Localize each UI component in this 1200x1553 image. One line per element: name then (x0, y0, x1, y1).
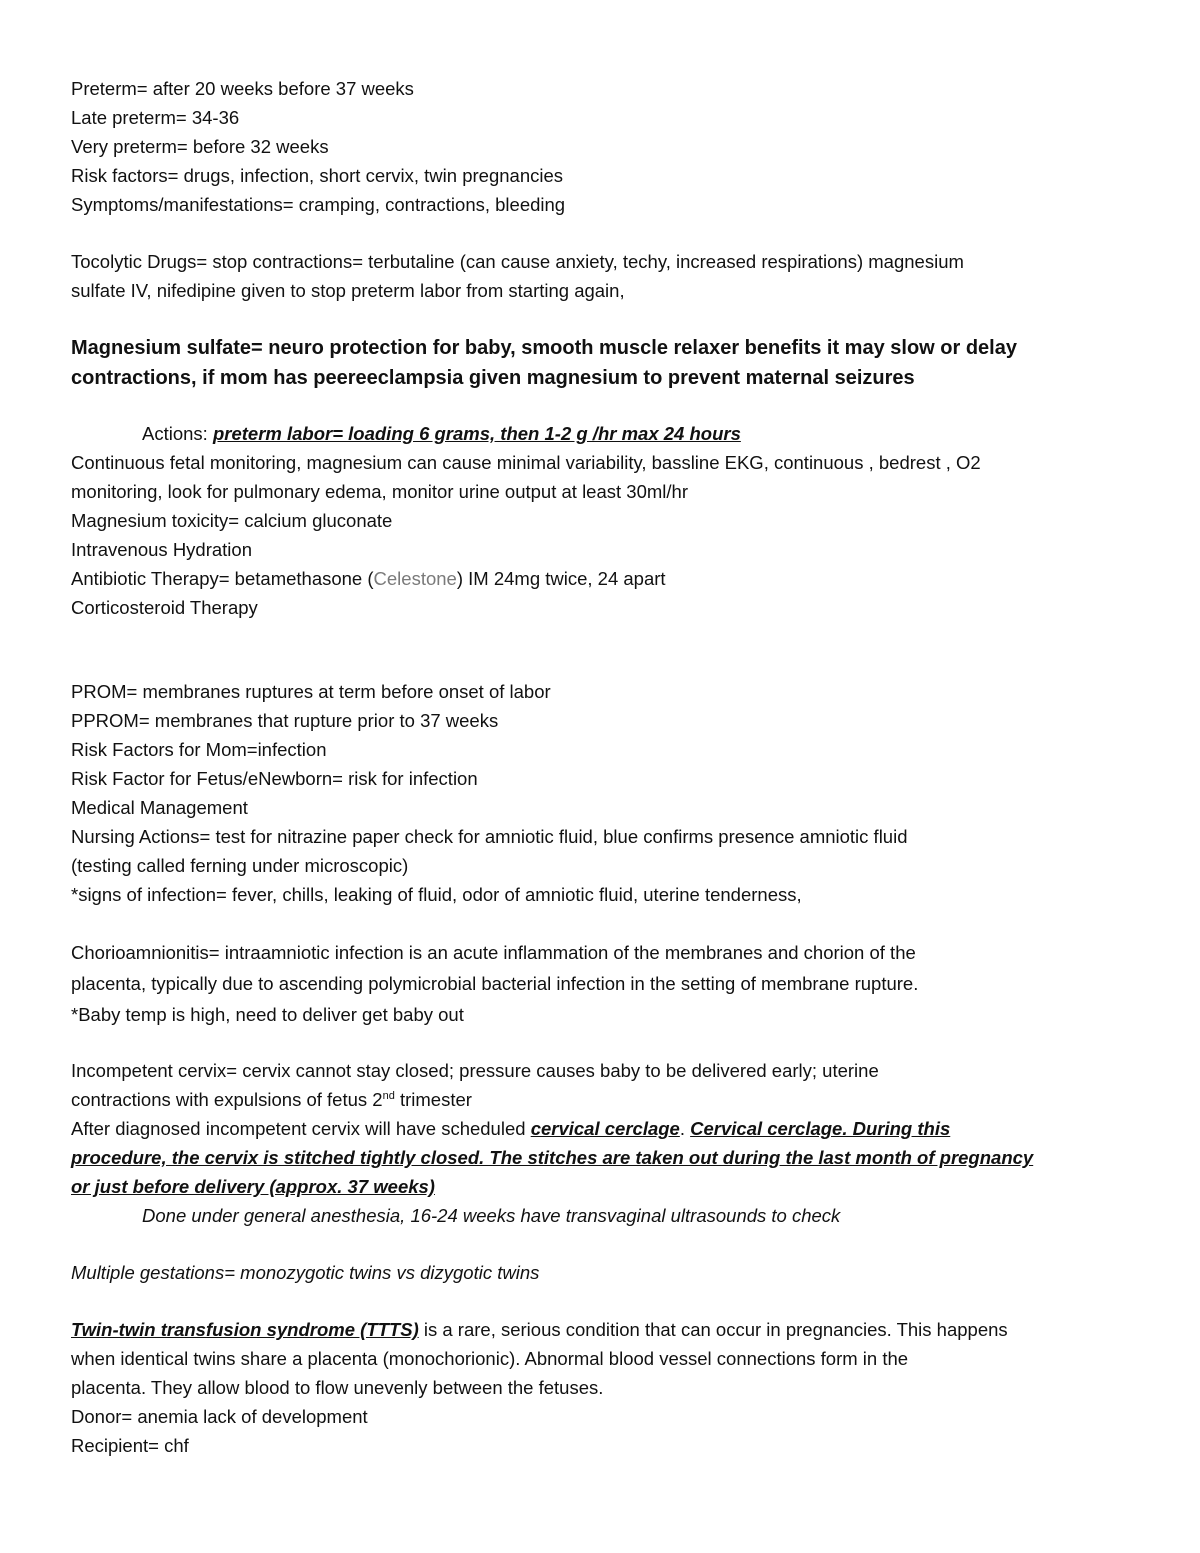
bold-line: Magnesium sulfate= neuro protection for baby, smooth muscle relaxer benefits it may slow or delay (71, 337, 1017, 359)
text-line: Intravenous Hydration (71, 539, 252, 560)
text-line: Nursing Actions= test for nitrazine paper check for amniotic fluid, blue confirms presence amniotic fluid (71, 826, 908, 847)
actions-label: Actions: (142, 423, 213, 444)
text-segment: is a rare, serious condition that can occur in pregnancies. This happens (418, 1319, 1008, 1340)
magnesium-section (71, 333, 1140, 393)
text-line: Risk Factor for Fetus/eNewborn= risk for infection (71, 768, 478, 789)
text-segment: Antibiotic Therapy= betamethasone ( (71, 568, 374, 589)
text-line: Chorioamnionitis= intraamniotic infection is an acute inflammation of the membranes and chorion of the (71, 942, 916, 963)
text-line: Corticosteroid Therapy (71, 597, 258, 618)
actions-line (71, 419, 1140, 448)
ttts-emphasis: Twin-twin transfusion syndrome (TTTS) (71, 1319, 419, 1340)
text-line: sulfate IV, nifedipine given to stop preterm labor from starting again, (71, 280, 625, 301)
cerclage-emphasis: cervical cerclage (530, 1118, 680, 1139)
preterm-section (71, 74, 1140, 219)
emphasis-line: or just before delivery (approx. 37 weeks) (71, 1176, 435, 1197)
ttts-section (71, 1315, 1140, 1460)
text-line: *Baby temp is high, need to deliver get baby out (71, 1004, 464, 1025)
text-line: Incompetent cervix= cervix cannot stay closed; pressure causes baby to be delivered early; uterine (71, 1060, 879, 1081)
emphasis-line: procedure, the cervix is stitched tightly closed. The stitches are taken out during the last month of pregnancy (71, 1147, 1034, 1168)
superscript: nd (382, 1089, 395, 1102)
ttts-line (71, 1315, 1140, 1344)
italic-line: Done under general anesthesia, 16-24 weeks have transvaginal ultrasounds to check (142, 1205, 841, 1226)
text-line: Donor= anemia lack of development (71, 1406, 368, 1427)
celestone-text: Celestone (373, 568, 457, 589)
text-line: monitoring, look for pulmonary edema, monitor urine output at least 30ml/hr (71, 481, 688, 502)
monitoring-section (71, 448, 1140, 622)
text-line: placenta. They allow blood to flow unevenly between the fetuses. (71, 1377, 604, 1398)
text-line: Late preterm= 34-36 (71, 107, 240, 128)
text-line: Recipient= chf (71, 1435, 189, 1456)
prom-section (71, 677, 1140, 909)
text-segment: ) IM 24mg twice, 24 apart (456, 568, 666, 589)
text-line: when identical twins share a placenta (monochorionic). Abnormal blood vessel connections form in the (71, 1348, 909, 1369)
trimester-line (71, 1085, 1140, 1114)
multiple-gestations: Multiple gestations= monozygotic twins vs dizygotic twins (71, 1262, 540, 1283)
text-line: Preterm= after 20 weeks before 37 weeks (71, 78, 414, 99)
text-segment: contractions with expulsions of fetus 2 (71, 1089, 383, 1110)
cervix-section (71, 1056, 1140, 1230)
text-line: Magnesium toxicity= calcium gluconate (71, 510, 393, 531)
text-line: Risk factors= drugs, infection, short cervix, twin pregnancies (71, 165, 564, 186)
text-line: placenta, typically due to ascending polymicrobial bacterial infection in the setting of membrane rupture. (71, 973, 919, 994)
tocolytic-section (71, 247, 1140, 305)
text-line: *signs of infection= fever, chills, leaking of fluid, odor of amniotic fluid, uterine tenderness, (71, 884, 802, 905)
text-line: Very preterm= before 32 weeks (71, 136, 329, 157)
text-segment: After diagnosed incompetent cervix will have scheduled (71, 1118, 531, 1139)
text-line: (testing called ferning under microscopic) (71, 855, 409, 876)
text-line: Continuous fetal monitoring, magnesium can cause minimal variability, bassline EKG, continuous , bedrest , O2 (71, 452, 981, 473)
cerclage-line (71, 1114, 1140, 1143)
text-line: Tocolytic Drugs= stop contractions= terbutaline (can cause anxiety, techy, increased respirations) magnesium (71, 251, 964, 272)
text-segment: trimester (394, 1089, 472, 1110)
text-line: PPROM= membranes that rupture prior to 37 weeks (71, 710, 499, 731)
text-segment: . (679, 1118, 691, 1139)
antibiotic-line (71, 564, 1140, 593)
chorio-section (71, 937, 1140, 1030)
bold-line: contractions, if mom has peereeclampsia given magnesium to prevent maternal seizures (71, 367, 915, 389)
cerclage-emphasis: Cervical cerclage. During this (690, 1118, 951, 1139)
text-line: Medical Management (71, 797, 248, 818)
text-line: PROM= membranes ruptures at term before onset of labor (71, 681, 551, 702)
text-line: Symptoms/manifestations= cramping, contractions, bleeding (71, 194, 566, 215)
actions-emphasis: preterm labor= loading 6 grams, then 1-2 g /hr max 24 hours (212, 423, 741, 444)
text-line: Risk Factors for Mom=infection (71, 739, 327, 760)
